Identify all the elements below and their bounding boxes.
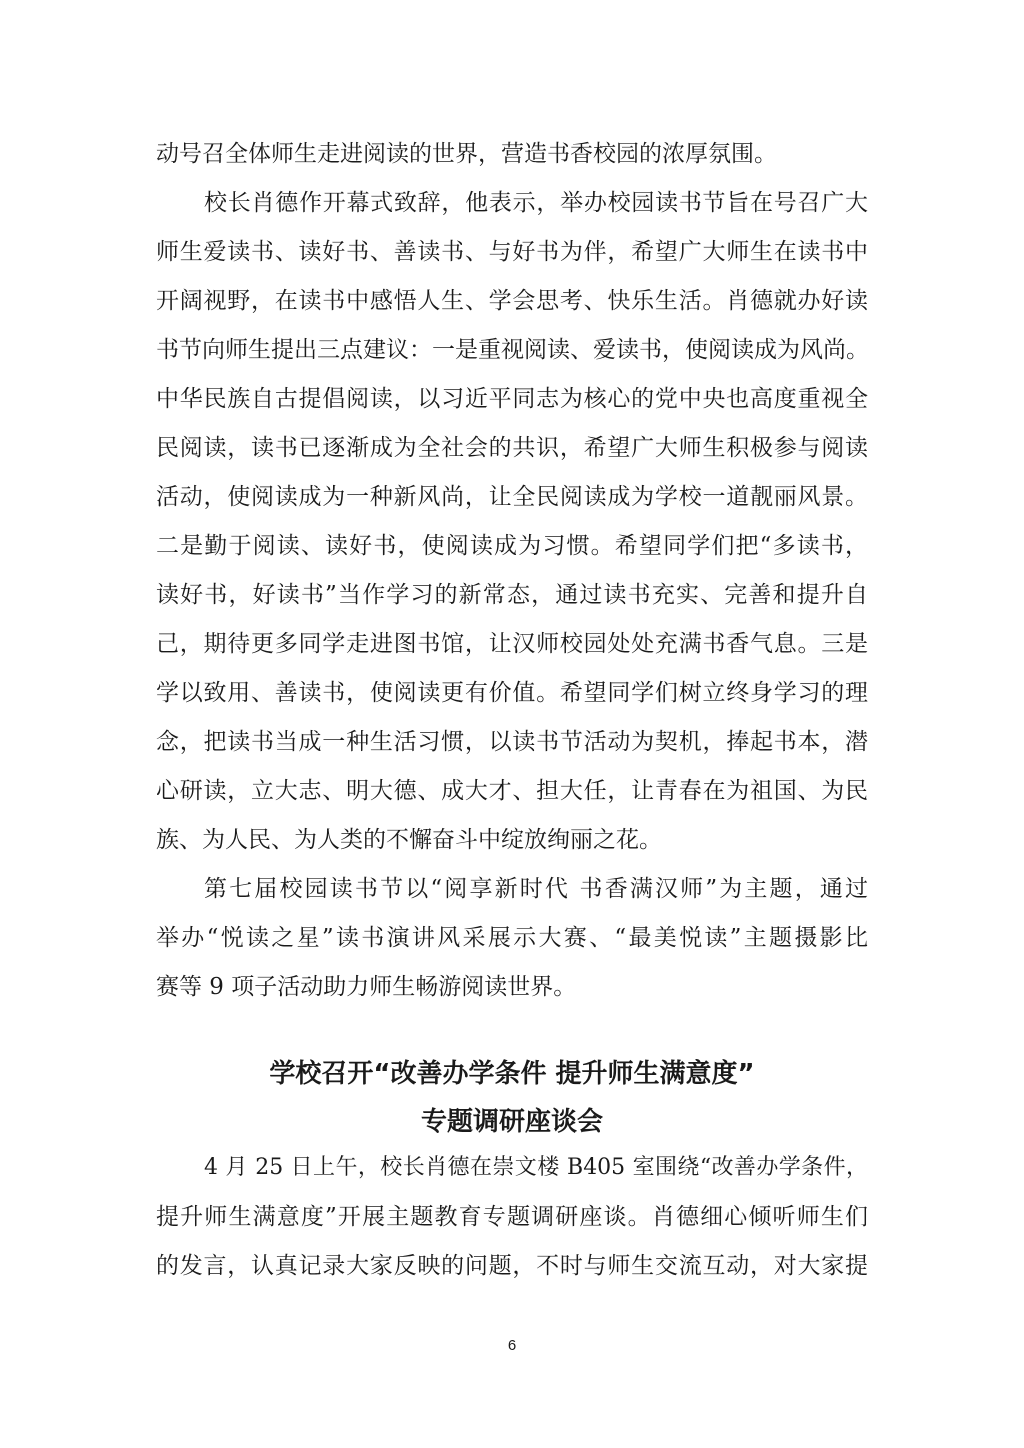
text-line: 书节向师生提出三点建议：一是重视阅读、爱读书，使阅读成为风尚。 xyxy=(156,337,869,363)
text-line: 己，期待更多同学走进图书馆，让汉师校园处处充满书香气息。三是 xyxy=(156,631,868,657)
text-line: 族、为人民、为人类的不懈奋斗中绽放绚丽之花。 xyxy=(156,827,662,853)
text-line: 师生爱读书、读好书、善读书、与好书为伴，希望广大师生在读书中 xyxy=(156,239,868,265)
text-line: 动号召全体师生走进阅读的世界，营造书香校园的浓厚氛围。 xyxy=(156,141,777,167)
text-line: 开阔视野，在读书中感悟人生、学会思考、快乐生活。肖德就办好读 xyxy=(156,288,868,314)
text-line: 中华民族自古提倡阅读，以习近平同志为核心的党中央也高度重视全 xyxy=(156,386,868,412)
text-line: 读好书，好读书”当作学习的新常态，通过读书充实、完善和提升自 xyxy=(156,582,868,608)
text-line: 念，把读书当成一种生活习惯，以读书节活动为契机，捧起书本，潜 xyxy=(156,729,868,755)
text-line: 心研读，立大志、明大德、成大才、担大任，让青春在为祖国、为民 xyxy=(156,778,868,804)
text-line: 4 月 25 日上午，校长肖德在崇文楼 B405 室围绕“改善办学条件， xyxy=(204,1155,868,1180)
text-line: 举办“悦读之星”读书演讲风采展示大赛、“最美悦读”主题摄影比 xyxy=(156,925,868,951)
text-line: 第七届校园读书节以“阅享新时代 书香满汉师”为主题，通过 xyxy=(204,876,868,902)
page-number: 6 xyxy=(507,1337,517,1354)
heading-line: 学校召开“改善办学条件 提升师生满意度” xyxy=(269,1059,755,1089)
text-line: 提升师生满意度”开展主题教育专题调研座谈。肖德细心倾听师生们 xyxy=(156,1204,868,1230)
text-line: 学以致用、善读书，使阅读更有价值。希望同学们树立终身学习的理 xyxy=(156,680,868,706)
text-line: 赛等 9 项子活动助力师生畅游阅读世界。 xyxy=(156,974,577,1000)
heading-line: 专题调研座谈会 xyxy=(420,1107,603,1137)
text-line: 校长肖德作开幕式致辞，他表示，举办校园读书节旨在号召广大 xyxy=(204,190,868,216)
text-line: 活动，使阅读成为一种新风尚，让全民阅读成为学校一道靓丽风景。 xyxy=(156,484,868,510)
text-line: 二是勤于阅读、读好书，使阅读成为习惯。希望同学们把“多读书， xyxy=(156,533,868,559)
text-line: 民阅读，读书已逐渐成为全社会的共识，希望广大师生积极参与阅读 xyxy=(156,435,868,461)
text-line: 的发言，认真记录大家反映的问题，不时与师生交流互动，对大家提 xyxy=(156,1253,868,1279)
